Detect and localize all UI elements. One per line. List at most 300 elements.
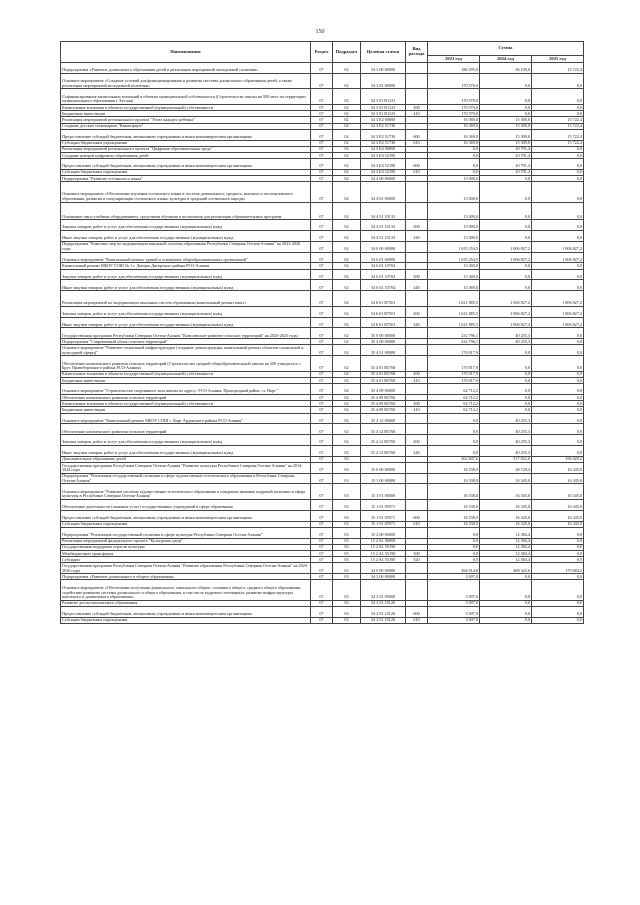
cell-name: Субсидии бюджетным учреждениям (61, 521, 311, 527)
cell-target-article: 34 2 01 10126 (361, 600, 406, 606)
cell-target-article: 34 3 01 R1123 (361, 89, 406, 105)
cell-target-article: 15 1 01 05971 (361, 521, 406, 527)
cell-target-article: 34 3 01 R1123 (361, 104, 406, 110)
cell-expense-type: 240 (406, 445, 428, 456)
cell-razdel: 07 (311, 182, 333, 202)
cell-target-article: 34 6 01 10704 (361, 263, 406, 269)
table-row (61, 231, 584, 242)
cell-sum-2025: 0,0 (532, 89, 584, 105)
cell-sum-2024: 20 791,4 (480, 146, 532, 152)
table-row (61, 484, 584, 500)
cell-sum-2025: 0,0 (532, 401, 584, 407)
cell-sum-2025: 15 722,4 (532, 123, 584, 129)
cell-podrazdel: 02 (333, 394, 361, 400)
cell-sum-2023: 170 017,9 (428, 371, 480, 377)
table-row (61, 527, 584, 538)
cell-sum-2025: 0,0 (532, 574, 584, 580)
cell-sum-2023: 13 369,0 (428, 269, 480, 280)
cell-razdel: 07 (311, 241, 333, 252)
cell-target-article: 35 4 09 R5760 (361, 407, 406, 413)
cell-target-article: 34 3 Е2 51730 (361, 123, 406, 129)
cell-name: Предоставление субсидий бюджетным, автономным учреждениям и иным некоммерческим организациям (61, 606, 311, 617)
cell-sum-2025: 0,0 (532, 424, 584, 435)
cell-sum-2025: 0,0 (532, 159, 584, 170)
cell-podrazdel: 02 (333, 111, 361, 117)
cell-name: Государственная программа Республики Северная Осетия-Алания "Комплексное развитие сельских территорий" на 2020-2025 годы (61, 328, 311, 339)
header-expense-type: Вид расхода (406, 42, 428, 63)
cell-sum-2023: 170 017,9 (428, 356, 480, 372)
cell-podrazdel: 02 (333, 263, 361, 269)
cell-sum-2024: 12 384,4 (480, 527, 532, 538)
cell-expense-type (406, 328, 428, 339)
cell-expense-type (406, 356, 428, 372)
cell-sum-2024: 0,0 (480, 176, 532, 182)
cell-target-article: 35 4 01 R5768 (361, 356, 406, 372)
cell-sum-2024: 16 345,0 (480, 484, 532, 500)
cell-expense-type: 400 (406, 371, 428, 377)
cell-sum-2025: 0,0 (532, 606, 584, 617)
cell-target-article: 34 4 00 00000 (361, 176, 406, 182)
cell-sum-2025: 0,0 (532, 544, 584, 550)
cell-sum-2025: 0,0 (532, 231, 584, 242)
cell-name: Создание центров цифрового образования детей (61, 152, 311, 158)
table-row (61, 202, 584, 220)
table-row (61, 345, 584, 356)
cell-sum-2023: 294 014,8 (428, 563, 480, 574)
cell-sum-2024: 40 255,3 (480, 435, 532, 446)
cell-sum-2024: 1 006 827,2 (480, 291, 532, 307)
cell-podrazdel: 03 (333, 563, 361, 574)
cell-name: Обеспечение комплексного развития сельских территорий (61, 394, 311, 400)
cell-sum-2025: 16 345,0 (532, 521, 584, 527)
cell-podrazdel: 02 (333, 413, 361, 424)
cell-podrazdel: 02 (333, 140, 361, 146)
cell-razdel: 07 (311, 407, 333, 413)
cell-podrazdel: 02 (333, 339, 361, 345)
cell-sum-2024: 16 345,0 (480, 500, 532, 511)
cell-razdel: 07 (311, 317, 333, 328)
cell-razdel: 07 (311, 521, 333, 527)
cell-target-article: 34 3 Е2 51730 (361, 140, 406, 146)
cell-podrazdel: 02 (333, 89, 361, 105)
cell-sum-2023: 0,0 (428, 413, 480, 424)
cell-sum-2023: 16 538,0 (428, 484, 480, 500)
cell-sum-2023: 1 621 885,5 (428, 317, 480, 328)
cell-sum-2025: 15 722,4 (532, 117, 584, 123)
cell-sum-2024: 20 791,4 (480, 159, 532, 170)
header-sum: Сумма (428, 42, 584, 56)
cell-sum-2023: 0,0 (428, 551, 480, 557)
cell-podrazdel: 02 (333, 407, 361, 413)
cell-sum-2024: 12 384,4 (480, 544, 532, 550)
cell-sum-2024: 1 006 827,2 (480, 306, 532, 317)
cell-podrazdel: 02 (333, 169, 361, 175)
cell-sum-2023: 62 712,2 (428, 394, 480, 400)
cell-sum-2025: 0,0 (532, 328, 584, 339)
cell-razdel: 07 (311, 176, 333, 182)
cell-target-article: 35 0 00 00000 (361, 328, 406, 339)
cell-sum-2023: 62 712,2 (428, 401, 480, 407)
cell-sum-2024: 0,0 (480, 384, 532, 395)
cell-podrazdel: 02 (333, 117, 361, 123)
cell-sum-2024: 1 006 827,2 (480, 317, 532, 328)
cell-target-article: 34 6 01 R7501 (361, 291, 406, 307)
cell-name: Дополнительное образование детей (61, 456, 311, 462)
cell-sum-2023: 16 538,0 (428, 473, 480, 484)
cell-target-article: 35 4 12 R5760 (361, 435, 406, 446)
cell-sum-2023: 3 007,0 (428, 606, 480, 617)
cell-sum-2024: 1 006 827,2 (480, 241, 532, 252)
cell-sum-2023: 232 796,1 (428, 339, 480, 345)
cell-sum-2023: 170 570,0 (428, 73, 480, 89)
cell-name: Закупка товаров, работ и услуг для обеспечения государственных (муниципальных) нужд (61, 306, 311, 317)
cell-podrazdel: 02 (333, 280, 361, 291)
cell-target-article: 34 3 Е4 52190 (361, 159, 406, 170)
cell-sum-2023: 1 621 885,5 (428, 291, 480, 307)
cell-target-article: 15 1 01 05971 (361, 510, 406, 521)
cell-target-article: 15 1 00 00000 (361, 473, 406, 484)
header-target-article: Целевая статья (361, 42, 406, 63)
cell-sum-2023: 16 369,0 (428, 140, 480, 146)
cell-expense-type: 410 (406, 111, 428, 117)
cell-podrazdel: 02 (333, 401, 361, 407)
cell-podrazdel: 03 (333, 600, 361, 606)
cell-expense-type: 200 (406, 306, 428, 317)
cell-sum-2024: 16 345,0 (480, 521, 532, 527)
cell-sum-2023: 62 712,2 (428, 407, 480, 413)
cell-target-article: 34 4 01 10133 (361, 231, 406, 242)
cell-sum-2025: 0,0 (532, 384, 584, 395)
cell-razdel: 07 (311, 600, 333, 606)
cell-sum-2025: 1 006 827,2 (532, 306, 584, 317)
cell-sum-2024: 12 384,4 (480, 551, 532, 557)
cell-sum-2023: 1 621 885,5 (428, 306, 480, 317)
cell-name: Реализация мероприятий регионального проекта "Цифровая образовательная среда" (61, 146, 311, 152)
cell-expense-type (406, 291, 428, 307)
cell-sum-2025: 179 684,2 (532, 563, 584, 574)
cell-sum-2023: 170 017,9 (428, 345, 480, 356)
cell-expense-type (406, 580, 428, 600)
cell-sum-2023: 0,0 (428, 146, 480, 152)
cell-podrazdel: 03 (333, 500, 361, 511)
cell-sum-2025: 0,0 (532, 407, 584, 413)
cell-razdel: 07 (311, 129, 333, 140)
cell-podrazdel: 02 (333, 317, 361, 328)
cell-sum-2024: 0,0 (480, 401, 532, 407)
cell-razdel: 07 (311, 263, 333, 269)
cell-razdel: 07 (311, 104, 333, 110)
cell-expense-type (406, 63, 428, 74)
cell-target-article: 34 3 Е4 52190 (361, 152, 406, 158)
cell-sum-2023: 16 369,0 (428, 123, 480, 129)
cell-sum-2024: 40 255,3 (480, 413, 532, 424)
header-razdel: Раздел (311, 42, 333, 63)
cell-sum-2023: 3 007,0 (428, 574, 480, 580)
cell-target-article: 34 3 01 00000 (361, 73, 406, 89)
cell-sum-2025: 16 345,0 (532, 484, 584, 500)
cell-razdel: 07 (311, 146, 333, 152)
cell-podrazdel: 02 (333, 241, 361, 252)
cell-sum-2023: 16 538,0 (428, 521, 480, 527)
cell-expense-type (406, 252, 428, 263)
cell-razdel: 07 (311, 580, 333, 600)
cell-expense-type: 610 (406, 617, 428, 623)
cell-sum-2025: 0,0 (532, 371, 584, 377)
cell-expense-type: 200 (406, 220, 428, 231)
cell-target-article: 34 3 Е4 52190 (361, 169, 406, 175)
cell-name: Бюджетные инвестиции (61, 111, 311, 117)
table-row (61, 617, 584, 623)
cell-podrazdel: 02 (333, 104, 361, 110)
cell-target-article: 34 2 01 10126 (361, 617, 406, 623)
cell-sum-2023: 3 007,0 (428, 617, 480, 623)
cell-sum-2023: 362 847,6 (428, 456, 480, 462)
cell-razdel: 07 (311, 117, 333, 123)
cell-target-article: 15 2 00 00000 (361, 527, 406, 538)
cell-target-article: 35 4 12 R5760 (361, 445, 406, 456)
cell-name: Реализация мероприятий по модернизации школьных систем образования (капитальный ремонт школ) (61, 291, 311, 307)
cell-sum-2023: 3 007,0 (428, 600, 480, 606)
cell-sum-2024: 1 006 827,2 (480, 252, 532, 263)
cell-expense-type (406, 384, 428, 395)
table-row (61, 241, 584, 252)
cell-sum-2024: 0,0 (480, 580, 532, 600)
cell-podrazdel: 02 (333, 129, 361, 140)
cell-razdel: 07 (311, 280, 333, 291)
cell-expense-type (406, 462, 428, 473)
cell-name: Закупка товаров, работ и услуг для обеспечения государственных (муниципальных) нужд (61, 269, 311, 280)
cell-sum-2023: 170 017,9 (428, 377, 480, 383)
cell-sum-2025: 196 029,2 (532, 456, 584, 462)
cell-sum-2025: 16 345,0 (532, 473, 584, 484)
cell-sum-2023: 0,0 (428, 538, 480, 544)
cell-sum-2025: 0,0 (532, 73, 584, 89)
cell-razdel: 07 (311, 231, 333, 242)
page-number: 150 (315, 29, 325, 35)
cell-target-article: 35 4 09 R5760 (361, 394, 406, 400)
cell-target-article: 35 4 01 R5768 (361, 371, 406, 377)
cell-razdel: 07 (311, 413, 333, 424)
cell-expense-type (406, 500, 428, 511)
table-row (61, 252, 584, 263)
cell-podrazdel: 02 (333, 220, 361, 231)
cell-podrazdel: 03 (333, 544, 361, 550)
cell-name: Обеспечение комплексного развития сельских территорий (61, 424, 311, 435)
cell-razdel: 07 (311, 538, 333, 544)
cell-target-article: 34 3 Е2 00000 (361, 117, 406, 123)
cell-sum-2025: 0,0 (532, 356, 584, 372)
cell-razdel: 07 (311, 617, 333, 623)
cell-expense-type: 200 (406, 269, 428, 280)
cell-target-article: 34 3 Е4 00000 (361, 146, 406, 152)
cell-podrazdel: 02 (333, 384, 361, 395)
cell-sum-2025: 0,0 (532, 220, 584, 231)
header-year-2025: 2025 год (532, 56, 584, 63)
cell-name: Реализация мероприятий регионального проекта "Успех каждого ребенка" (61, 117, 311, 123)
cell-expense-type: 240 (406, 231, 428, 242)
cell-sum-2023: 16 369,0 (428, 117, 480, 123)
cell-expense-type (406, 345, 428, 356)
cell-sum-2025: 0,0 (532, 394, 584, 400)
cell-name: Государственная поддержка отрасли культуры (61, 544, 311, 550)
cell-sum-2024: 0,0 (480, 89, 532, 105)
cell-name: Субсидии бюджетным учреждениям (61, 169, 311, 175)
cell-sum-2025: 0,0 (532, 345, 584, 356)
cell-name: Предоставление субсидий бюджетным, автономным учреждениям и иным некоммерческим организациям (61, 129, 311, 140)
cell-razdel: 07 (311, 500, 333, 511)
cell-sum-2023: 13 369,0 (428, 280, 480, 291)
cell-sum-2024: 0,0 (480, 394, 532, 400)
cell-sum-2023: 13 000,0 (428, 231, 480, 242)
table-row (61, 510, 584, 521)
cell-sum-2024: 0,0 (480, 280, 532, 291)
cell-name: Иные закупки товаров, работ и услуг для обеспечения государственных (муниципальных) нужд (61, 280, 311, 291)
cell-razdel: 07 (311, 202, 333, 220)
cell-sum-2025: 0,0 (532, 580, 584, 600)
cell-name: Субсидии бюджетным учреждениям (61, 140, 311, 146)
cell-name: Развитие детско-юношеского образования (61, 600, 311, 606)
cell-podrazdel: 03 (333, 456, 361, 462)
cell-expense-type: 410 (406, 407, 428, 413)
cell-target-article: 15 2 A1 00000 (361, 538, 406, 544)
cell-target-article: 34 2 01 10126 (361, 606, 406, 617)
cell-name: Иные закупки товаров, работ и услуг для обеспечения государственных (муниципальных) нужд (61, 317, 311, 328)
cell-podrazdel: 02 (333, 435, 361, 446)
table-row (61, 473, 584, 484)
cell-sum-2024: 0,0 (480, 269, 532, 280)
cell-expense-type (406, 241, 428, 252)
cell-name: Подпрограмма «Развитие дошкольного образования детей и реализация мероприятий молодежной политики» (61, 63, 311, 74)
cell-sum-2024: 15 309,0 (480, 117, 532, 123)
cell-target-article: 35 4 01 00000 (361, 345, 406, 356)
cell-sum-2023: 0,0 (428, 435, 480, 446)
cell-name: Закупка товаров, работ и услуг для обеспечения государственных (муниципальных) нужд (61, 220, 311, 231)
cell-sum-2025: 0,0 (532, 377, 584, 383)
table-row (61, 306, 584, 317)
table-header (61, 42, 584, 63)
cell-podrazdel: 02 (333, 377, 361, 383)
cell-target-article: 15 0 00 00000 (361, 462, 406, 473)
cell-name: Предоставление субсидий бюджетным, автономным учреждениям и иным некоммерческим организациям (61, 159, 311, 170)
cell-razdel: 07 (311, 384, 333, 395)
cell-target-article: 34 6 01 10704 (361, 280, 406, 291)
cell-razdel: 07 (311, 574, 333, 580)
cell-podrazdel: 03 (333, 606, 361, 617)
cell-razdel: 07 (311, 356, 333, 372)
cell-razdel: 07 (311, 527, 333, 538)
cell-podrazdel: 02 (333, 252, 361, 263)
table-row (61, 384, 584, 395)
cell-name: Реализация мероприятий федерального проекта "Культурная среда" (61, 538, 311, 544)
cell-sum-2023: 0,0 (428, 169, 480, 175)
cell-podrazdel: 03 (333, 521, 361, 527)
cell-sum-2024: 0,0 (480, 231, 532, 242)
cell-target-article: 34 0 00 00000 (361, 563, 406, 574)
table-row (61, 435, 584, 446)
cell-sum-2025: 0,0 (532, 202, 584, 220)
cell-sum-2025: 16 345,0 (532, 500, 584, 511)
cell-sum-2024: 0,0 (480, 345, 532, 356)
cell-name: Государственная программа Республики Северная Осетия-Алания "Развитие культуры Республики Северная Осетия-Алания" на 2014-2024 годы (61, 462, 311, 473)
cell-sum-2023: 13 000,0 (428, 176, 480, 182)
cell-razdel: 07 (311, 424, 333, 435)
cell-name: Подпрограмма "Реализация государственной политики в сфере художественно-эстетического образования в Республике Северная Осетия-Алания" (61, 473, 311, 484)
table-row (61, 291, 584, 307)
cell-target-article: 35 4 01 R5768 (361, 377, 406, 383)
cell-expense-type (406, 424, 428, 435)
cell-razdel: 07 (311, 252, 333, 263)
cell-sum-2023: 0,0 (428, 445, 480, 456)
cell-podrazdel: 02 (333, 306, 361, 317)
cell-razdel: 07 (311, 220, 333, 231)
cell-razdel: 07 (311, 462, 333, 473)
cell-podrazdel: 03 (333, 462, 361, 473)
table-body (61, 63, 584, 624)
cell-sum-2023: 62 712,2 (428, 384, 480, 395)
cell-expense-type: 610 (406, 169, 428, 175)
cell-sum-2023: 13 000,0 (428, 182, 480, 202)
cell-sum-2024: 40 255,3 (480, 339, 532, 345)
cell-expense-type (406, 413, 428, 424)
cell-expense-type (406, 202, 428, 220)
cell-sum-2025: 0,0 (532, 551, 584, 557)
cell-sum-2025: 0,0 (532, 146, 584, 152)
cell-sum-2024: 12 384,4 (480, 557, 532, 563)
cell-target-article: 35 4 09 R5760 (361, 401, 406, 407)
cell-razdel: 07 (311, 510, 333, 521)
cell-target-article: 15 1 01 00000 (361, 484, 406, 500)
cell-target-article: 34 3 Е2 51730 (361, 129, 406, 140)
cell-name: Иные закупки товаров, работ и услуг для обеспечения государственных (муниципальных) нужд (61, 231, 311, 242)
cell-expense-type (406, 527, 428, 538)
table-row (61, 606, 584, 617)
cell-name: Обеспечение деятельности (оказание услуг) государственных учреждений в сфере образования (61, 500, 311, 511)
cell-sum-2024: 0,0 (480, 617, 532, 623)
cell-podrazdel: 03 (333, 510, 361, 521)
cell-razdel: 07 (311, 544, 333, 550)
cell-razdel: 07 (311, 371, 333, 377)
cell-podrazdel: 03 (333, 557, 361, 563)
cell-sum-2025: 0,0 (532, 339, 584, 345)
cell-expense-type (406, 473, 428, 484)
table-row (61, 413, 584, 424)
cell-sum-2024: 16 345,0 (480, 510, 532, 521)
cell-sum-2024: 40 255,3 (480, 328, 532, 339)
cell-target-article: 34 4 01 10133 (361, 220, 406, 231)
cell-sum-2024: 40 255,3 (480, 424, 532, 435)
header-year-2023: 2023 год (428, 56, 480, 63)
cell-sum-2024: 28 729,4 (480, 462, 532, 473)
cell-razdel: 07 (311, 169, 333, 175)
header-year-2024: 2024 год (480, 56, 532, 63)
cell-name: Закупка товаров, работ и услуг для обеспечения государственных (муниципальных) нужд (61, 435, 311, 446)
cell-name: Обеспечение комплексного развития сельских территорий (Строительство средней общеобразовательной школы на 200 учащихся в с. Брут, Правобережного района РСО-Алания) (61, 356, 311, 372)
cell-razdel: 07 (311, 551, 333, 557)
cell-razdel: 07 (311, 269, 333, 280)
cell-sum-2023: 170 570,0 (428, 104, 480, 110)
cell-target-article: 15 2 A1 55190 (361, 551, 406, 557)
cell-name: Оснащение школ учебным оборудованием, средствами обучения и воспитания для реализации образовательных программ (61, 202, 311, 220)
cell-razdel: 07 (311, 394, 333, 400)
cell-razdel: 07 (311, 89, 333, 105)
cell-name: Подпрограмма "Развитие осетинского языка" (61, 176, 311, 182)
cell-sum-2024: 0,0 (480, 263, 532, 269)
cell-sum-2025: 15 722,4 (532, 63, 584, 74)
cell-sum-2023: 170 570,0 (428, 111, 480, 117)
cell-target-article: 34 6 01 R7501 (361, 306, 406, 317)
cell-podrazdel: 02 (333, 291, 361, 307)
table-row (61, 445, 584, 456)
